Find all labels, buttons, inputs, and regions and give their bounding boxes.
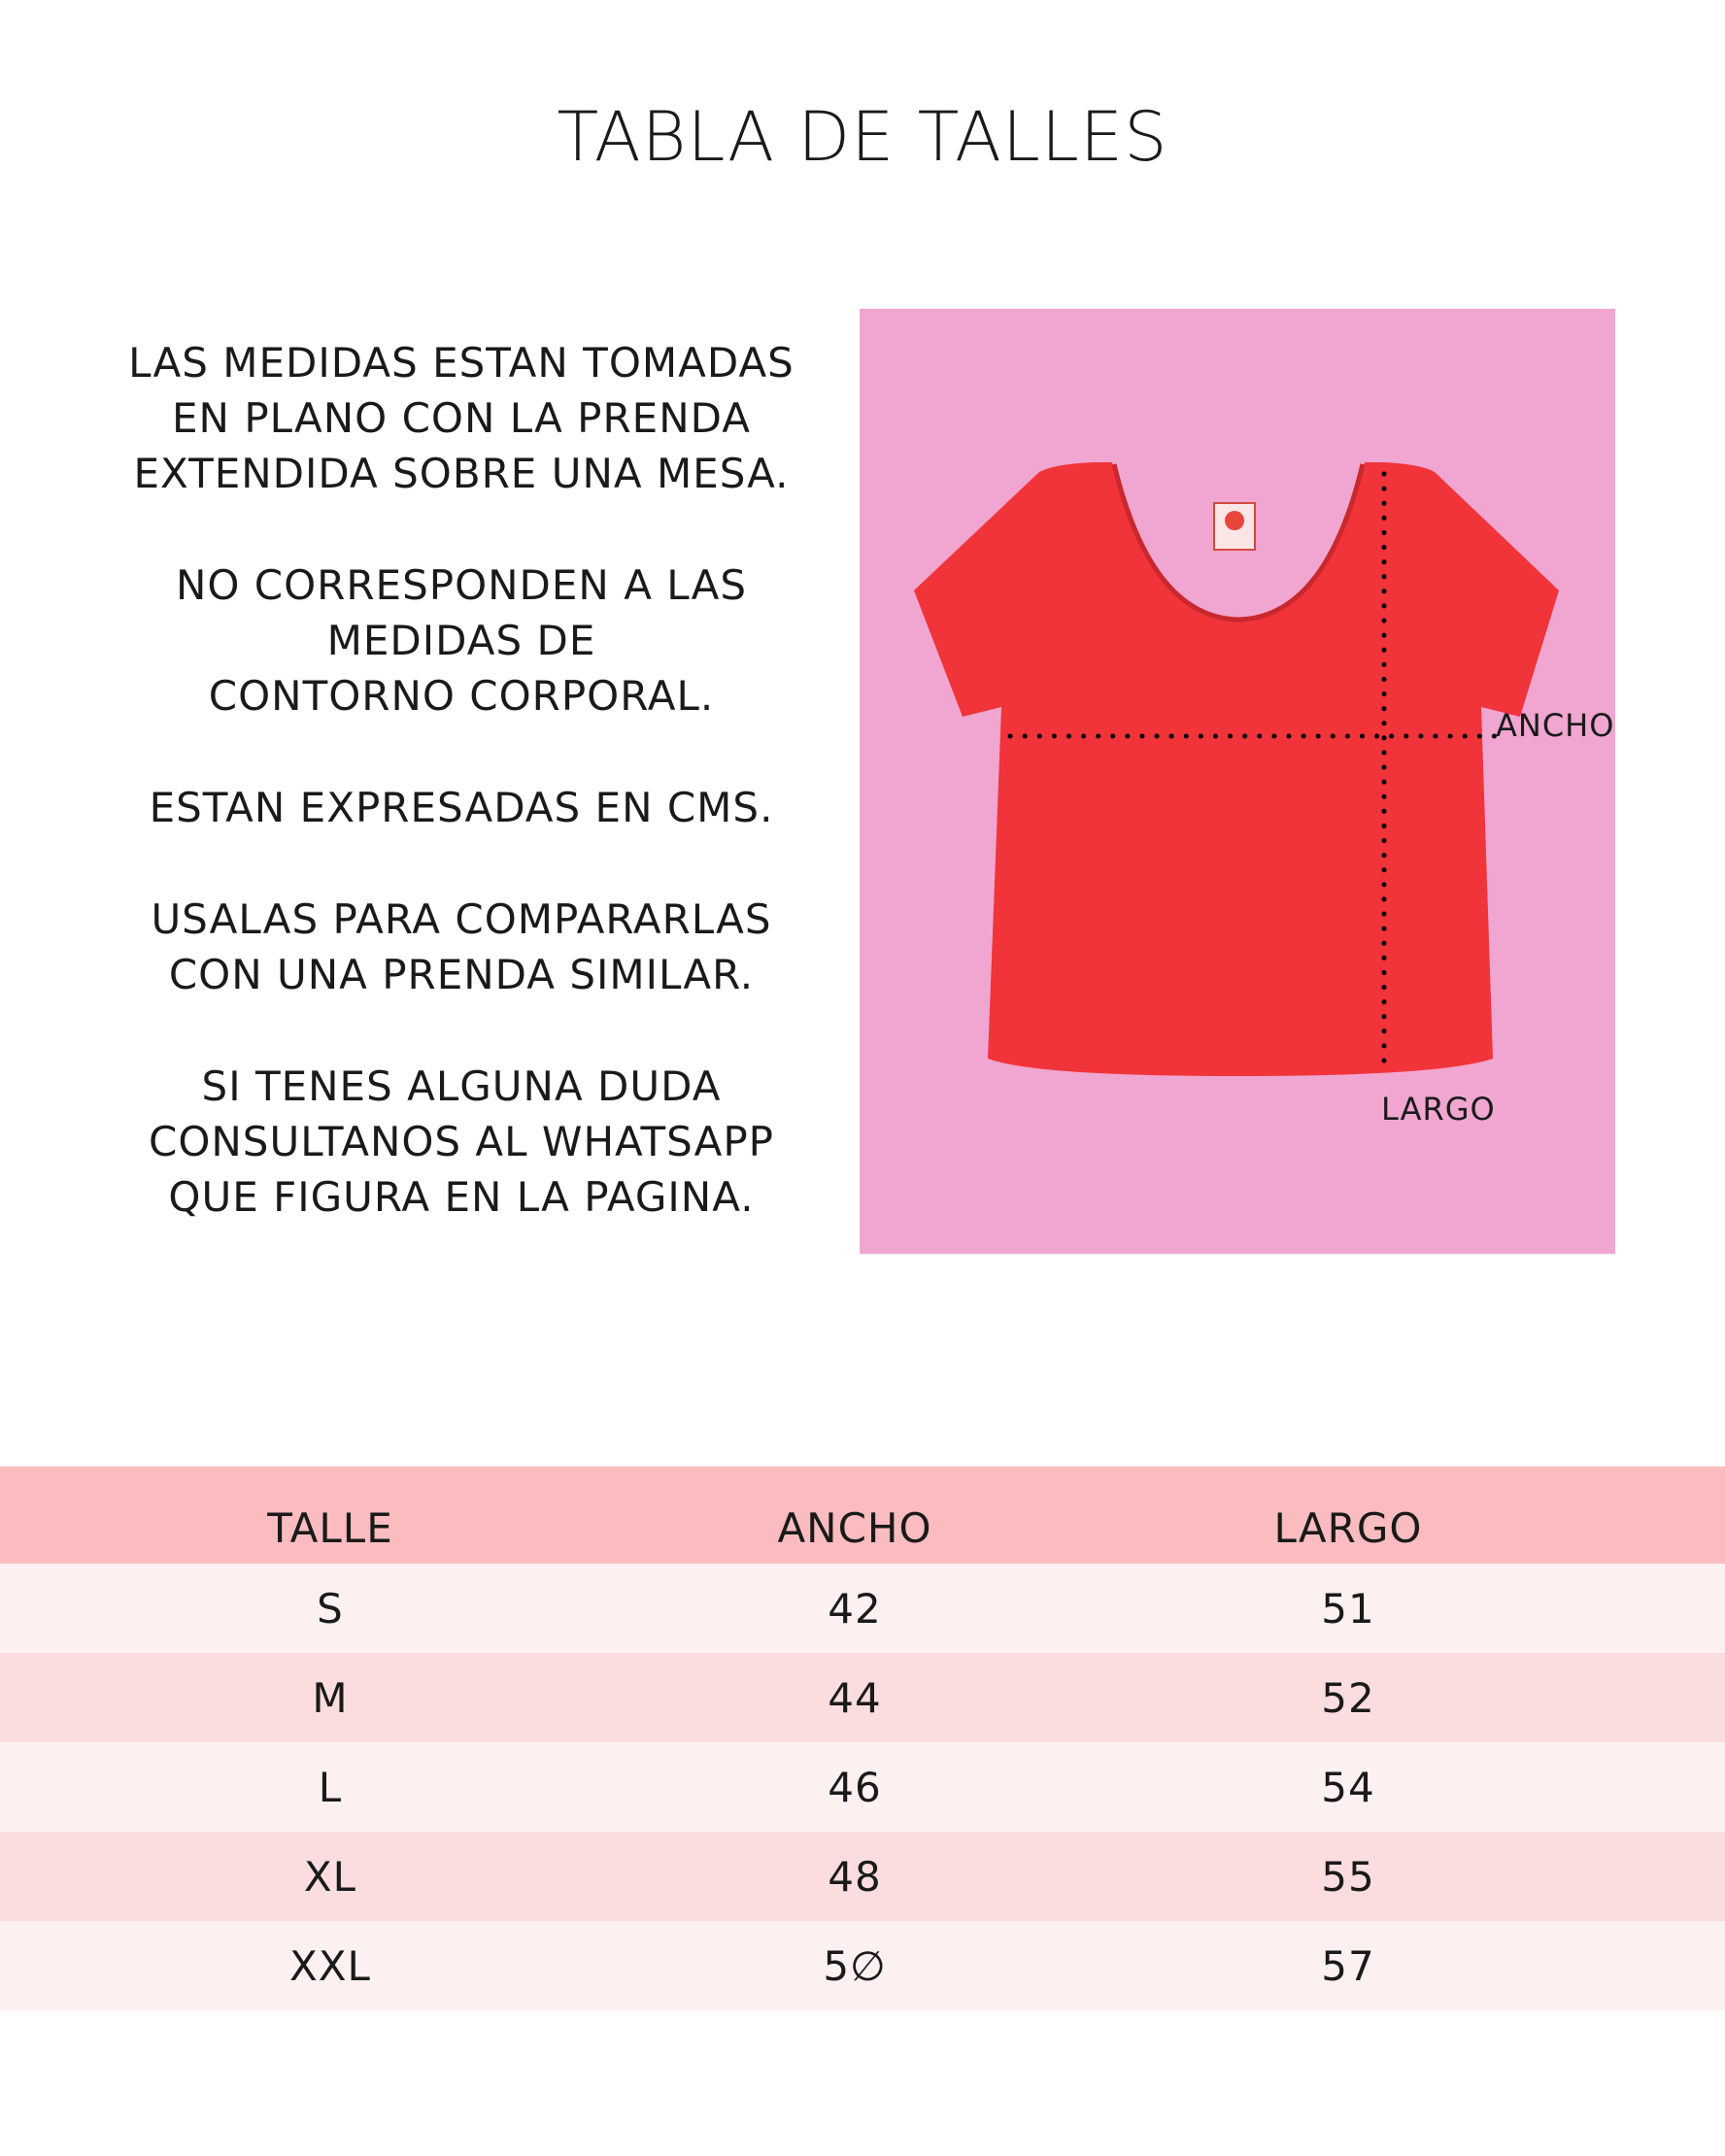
instruction-line: LAS MEDIDAS ESTAN TOMADAS — [128, 339, 795, 387]
largo-label: LARGO — [1381, 1091, 1496, 1128]
instruction-paragraph — [97, 1059, 826, 1225]
instruction-paragraph — [97, 335, 826, 501]
column-header-largo: LARGO — [1273, 1504, 1423, 1552]
largo-cell: 54 — [1321, 1763, 1375, 1811]
size-cell: M — [312, 1673, 349, 1722]
ancho-cell: 42 — [828, 1584, 882, 1633]
page-title: TABLA DE TALLES — [557, 97, 1168, 177]
size-cell: S — [317, 1584, 344, 1633]
table-row — [0, 1653, 1725, 1742]
instruction-line: SI TENES ALGUNA DUDA — [201, 1062, 722, 1110]
table-row — [0, 1832, 1725, 1921]
instruction-line: NO CORRESPONDEN A LAS — [175, 561, 748, 609]
ancho-label: ANCHO — [1496, 707, 1615, 744]
column-header-ancho: ANCHO — [777, 1504, 932, 1552]
instruction-line: QUE FIGURA EN LA PAGINA. — [168, 1173, 755, 1221]
largo-cell: 51 — [1321, 1584, 1375, 1633]
instruction-line: CONTORNO CORPORAL. — [208, 672, 715, 720]
instruction-paragraph — [97, 780, 826, 835]
table-row — [0, 1921, 1725, 2010]
instruction-line: EXTENDIDA SOBRE UNA MESA. — [133, 450, 790, 497]
instruction-line: MEDIDAS DE — [326, 617, 596, 664]
measurement-instructions — [97, 335, 826, 1281]
ancho-cell: 44 — [828, 1673, 882, 1722]
ancho-cell: 5∅ — [823, 1941, 887, 1990]
ancho-cell: 48 — [828, 1852, 882, 1901]
largo-cell: 57 — [1321, 1941, 1375, 1990]
garment-photo — [860, 309, 1615, 1254]
table-row — [0, 1742, 1725, 1832]
largo-cell: 52 — [1321, 1673, 1375, 1722]
size-cell: XXL — [289, 1941, 371, 1990]
instruction-paragraph — [97, 557, 826, 724]
table-header-row — [0, 1466, 1725, 1564]
shirt-illustration — [860, 309, 1615, 1254]
ancho-cell: 46 — [828, 1763, 882, 1811]
largo-cell: 55 — [1321, 1852, 1375, 1901]
instruction-line: CONSULTANOS AL WHATSAPP — [149, 1118, 774, 1165]
table-row — [0, 1564, 1725, 1653]
instruction-line: USALAS PARA COMPARARLAS — [151, 895, 772, 943]
column-header-talle: TALLE — [267, 1504, 393, 1552]
size-table — [0, 1466, 1725, 2010]
size-cell: XL — [303, 1852, 357, 1901]
instruction-paragraph — [97, 892, 826, 1002]
instruction-line: ESTAN EXPRESADAS EN CMS. — [149, 784, 774, 831]
instruction-line: CON UNA PRENDA SIMILAR. — [168, 951, 755, 998]
instruction-line: EN PLANO CON LA PRENDA — [172, 394, 751, 442]
size-cell: L — [318, 1763, 343, 1811]
